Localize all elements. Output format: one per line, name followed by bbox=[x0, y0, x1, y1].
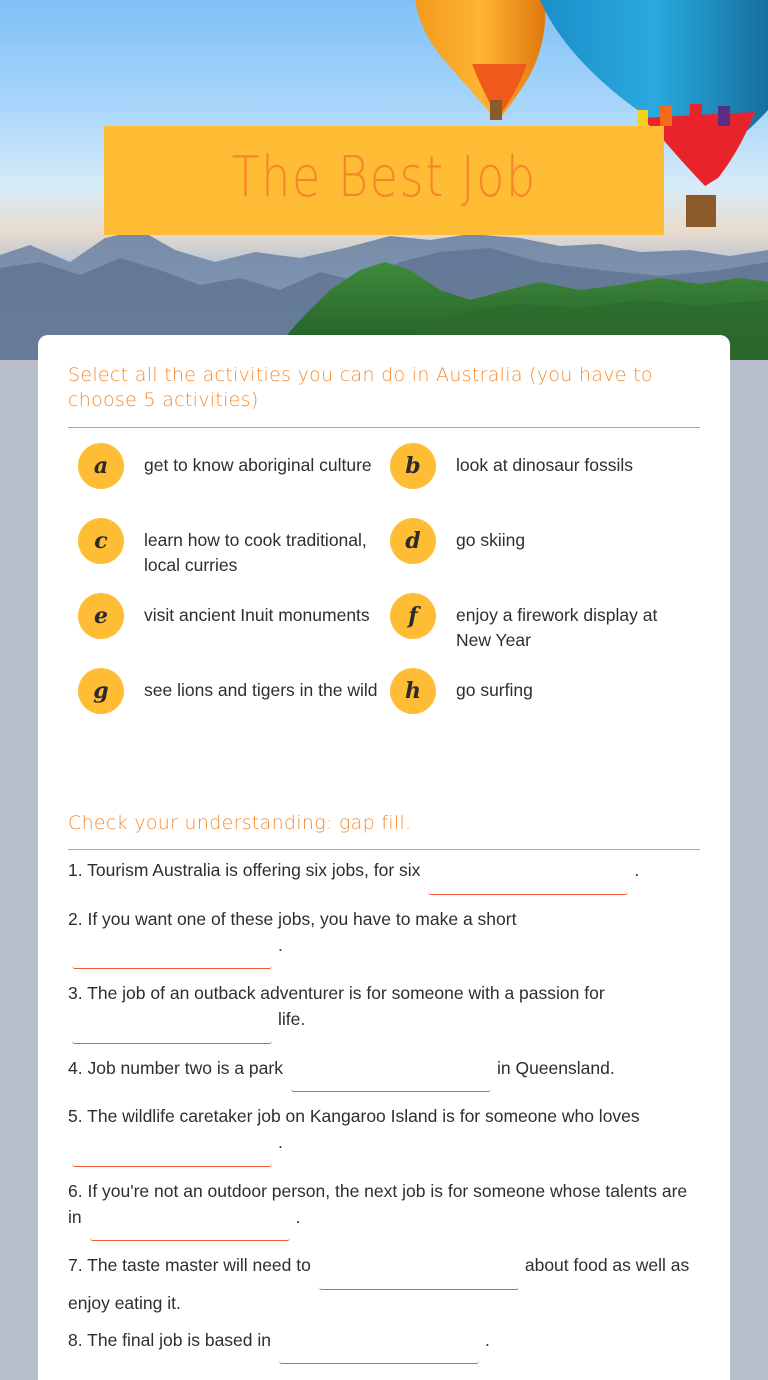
option-badge: d bbox=[390, 518, 436, 564]
option-h[interactable] bbox=[390, 668, 702, 728]
gap-input-4[interactable] bbox=[291, 1066, 491, 1092]
question-text-after: . bbox=[634, 860, 640, 880]
option-label: learn how to cook traditional, local curries bbox=[144, 530, 367, 575]
gap-input-5[interactable] bbox=[72, 1141, 272, 1167]
question-7 bbox=[68, 1252, 702, 1316]
question-text: 6. If you're not an outdoor person, the next job is for someone whose talents are in bbox=[68, 1180, 688, 1227]
question-6 bbox=[68, 1178, 702, 1242]
title-banner bbox=[104, 126, 664, 235]
question-text-after: in Queensland. bbox=[496, 1057, 615, 1078]
question-text-after: about food as well as enjoy eating it. bbox=[68, 1255, 690, 1313]
section-heading-gap-fill: Check your understanding: gap fill. bbox=[68, 812, 412, 834]
option-badge: b bbox=[390, 443, 436, 489]
question-3 bbox=[68, 980, 702, 1044]
gap-input-2[interactable] bbox=[72, 943, 272, 969]
gap-input-6[interactable] bbox=[90, 1215, 290, 1241]
question-1 bbox=[68, 857, 702, 895]
question-text: 8. The final job is based in bbox=[68, 1329, 272, 1350]
question-text-after: . bbox=[295, 1206, 301, 1227]
option-label: get to know aboriginal culture bbox=[144, 455, 372, 475]
question-text-after: . bbox=[278, 934, 283, 955]
question-4 bbox=[68, 1055, 702, 1093]
option-e[interactable] bbox=[78, 593, 390, 653]
option-badge: f bbox=[390, 593, 436, 639]
question-8 bbox=[68, 1327, 702, 1365]
option-label: see lions and tigers in the wild bbox=[144, 680, 378, 700]
question-text: 1. Tourism Australia is offering six jobs, for six bbox=[68, 860, 421, 880]
option-badge: g bbox=[78, 668, 124, 714]
gap-input-1[interactable] bbox=[428, 869, 628, 895]
option-badge: h bbox=[390, 668, 436, 714]
question-text: 2. If you want one of these jobs, you have to make a short bbox=[68, 908, 517, 929]
gap-fill-questions bbox=[68, 857, 702, 1375]
question-text: 5. The wildlife caretaker job on Kangaroo Island is for someone who loves bbox=[68, 1106, 640, 1126]
option-badge: a bbox=[78, 443, 124, 489]
gap-input-8[interactable] bbox=[279, 1338, 479, 1364]
question-5 bbox=[68, 1103, 702, 1167]
option-label: go skiing bbox=[456, 530, 526, 550]
page-title: The Best Job bbox=[231, 145, 537, 210]
option-c[interactable] bbox=[78, 518, 390, 578]
question-text: 4. Job number two is a park bbox=[68, 1057, 283, 1078]
question-text: 3. The job of an outback adventurer is for someone with a passion for bbox=[68, 983, 605, 1003]
option-badge: e bbox=[78, 593, 124, 639]
section-heading-activities: Select all the activities you can do in Australia (you have to choose 5 activities) bbox=[68, 364, 653, 411]
section-divider bbox=[68, 849, 700, 850]
option-label: go surfing bbox=[456, 680, 533, 700]
option-f[interactable] bbox=[390, 593, 702, 653]
question-text-after: . bbox=[278, 1132, 283, 1152]
section-divider bbox=[68, 427, 700, 428]
gap-input-7[interactable] bbox=[319, 1264, 519, 1290]
option-label: enjoy a firework display at New Year bbox=[456, 605, 658, 650]
question-text: 7. The taste master will need to bbox=[68, 1255, 311, 1275]
option-label: visit ancient Inuit monuments bbox=[144, 605, 370, 625]
question-text-after: life. bbox=[278, 1009, 306, 1029]
option-a[interactable] bbox=[78, 443, 390, 503]
option-b[interactable] bbox=[390, 443, 702, 503]
worksheet-card bbox=[38, 335, 730, 1380]
option-badge: c bbox=[78, 518, 124, 564]
gap-input-3[interactable] bbox=[72, 1018, 272, 1044]
option-g[interactable] bbox=[78, 668, 390, 728]
question-2 bbox=[68, 906, 702, 970]
question-text-after: . bbox=[485, 1329, 490, 1350]
option-d[interactable] bbox=[390, 518, 702, 578]
option-label: look at dinosaur fossils bbox=[456, 455, 634, 475]
